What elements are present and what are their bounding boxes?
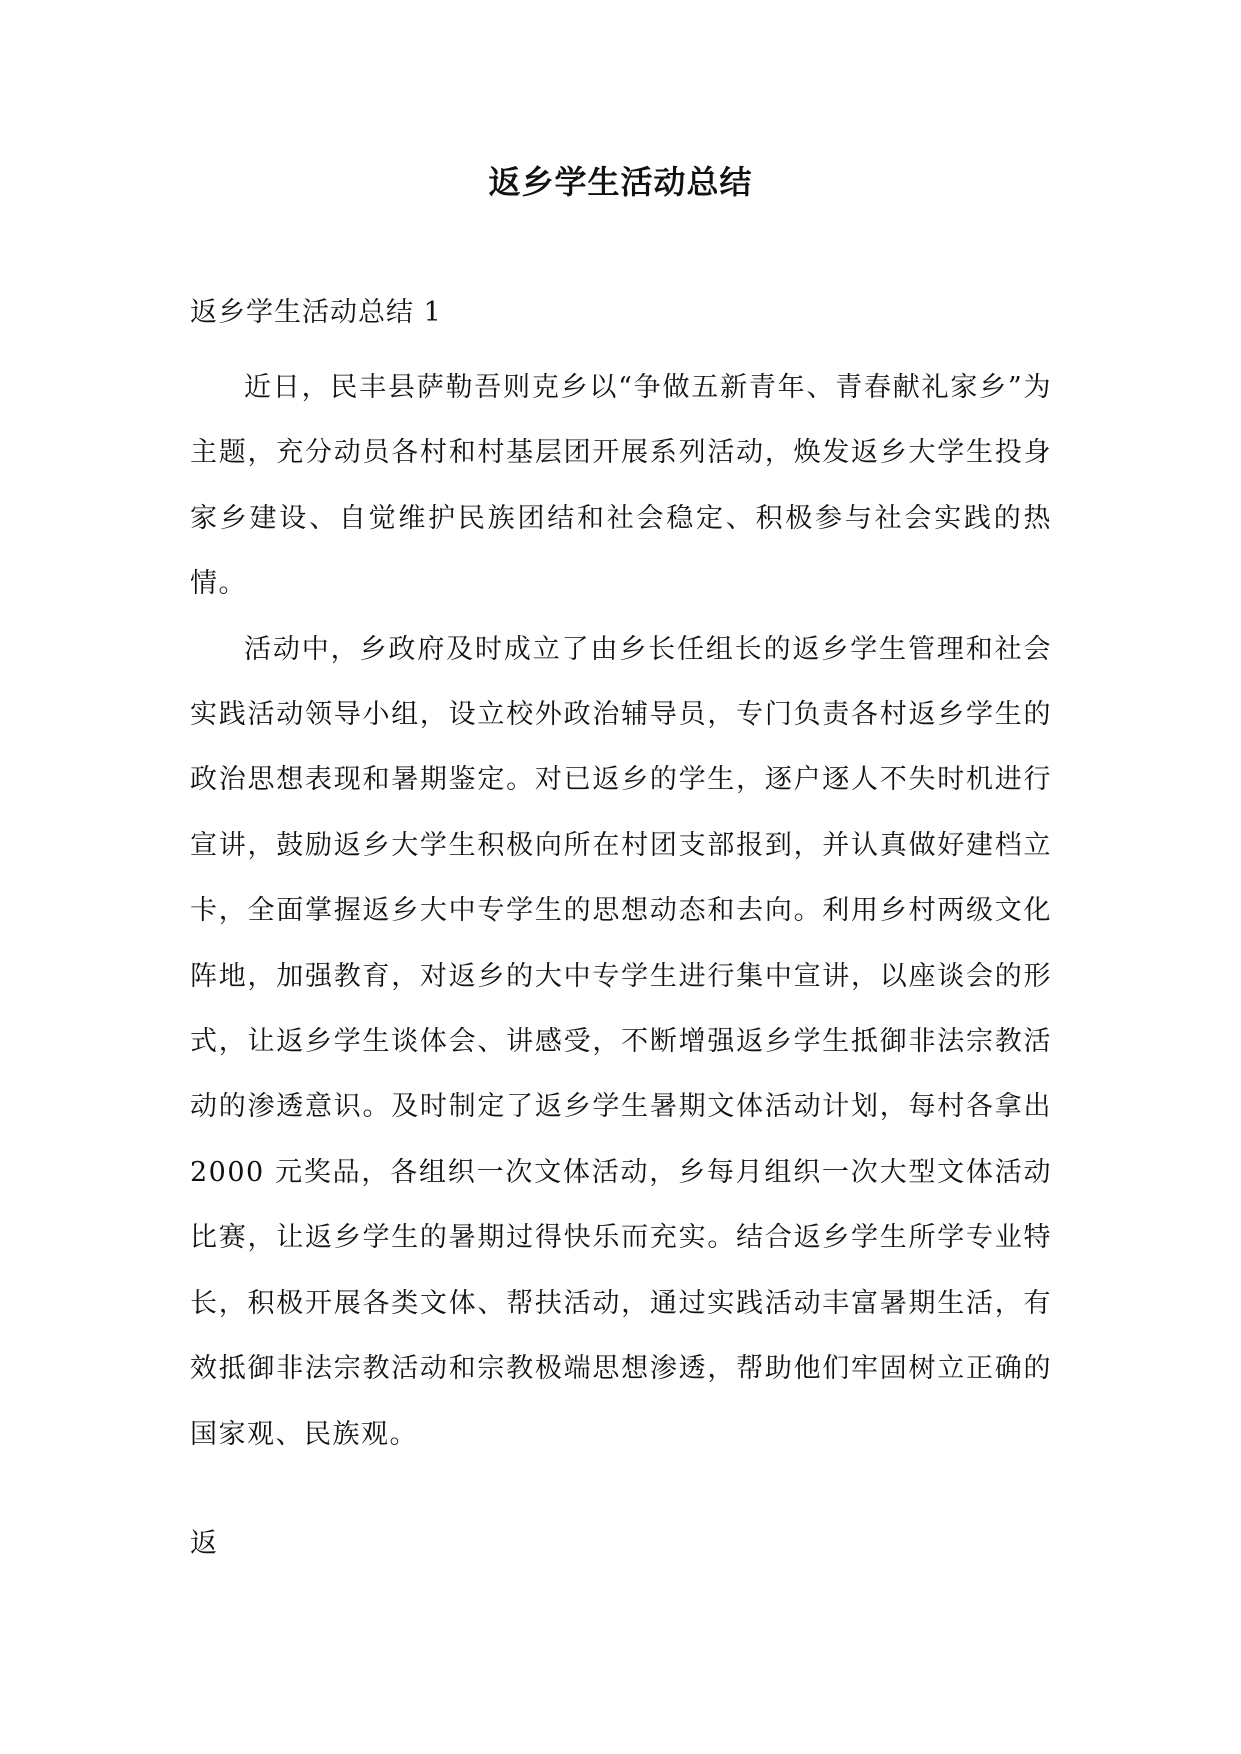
paragraph-activities: 活动中，乡政府及时成立了由乡长任组长的返乡学生管理和社会实践活动领导小组，设立校外政治辅导员，专门负责各村返乡学生的政治思想表现和暑期鉴定。对已返乡的学生，逐户逐人不失时机进行宣讲，鼓励返乡大学生积极向所在村团支部报到，并认真做好建档立卡，全面掌握返乡大中专学生的思想动态和去向。利用乡村两级文化阵地，加强教育，对返乡的大中专学生进行集中宣讲，以座谈会的形式，让返乡学生谈体会、讲感受，不断增强返乡学生抵御非法宗教活动的渗透意识。及时制定了返乡学生暑期文体活动计划，每村各拿出 2000 元奖品，各组织一次文体活动，乡每月组织一次大型文体活动比赛，让返乡学生的暑期过得快乐而充实。结合返乡学生所学专业特长，积极开展各类文体、帮扶活动，通过实践活动丰富暑期生活，有效抵御非法宗教活动和宗教极端思想渗透，帮助他们牢固树立正确的国家观、民族观。 — [190, 633, 1052, 1450]
document-title: 返乡学生活动总结 — [488, 163, 753, 201]
section-heading: 返乡学生活动总结 1 — [190, 297, 442, 328]
trailing-text-fragment: 返 — [190, 1528, 217, 1559]
paragraph-intro: 近日，民丰县萨勒吾则克乡以“争做五新青年、青春献礼家乡”为主题，充分动员各村和村基层团开展系列活动，焕发返乡大学生投身家乡建设、自觉维护民族团结和社会稳定、积极参与社会实践的热情。 — [190, 372, 1052, 600]
body-text — [190, 355, 1052, 1467]
